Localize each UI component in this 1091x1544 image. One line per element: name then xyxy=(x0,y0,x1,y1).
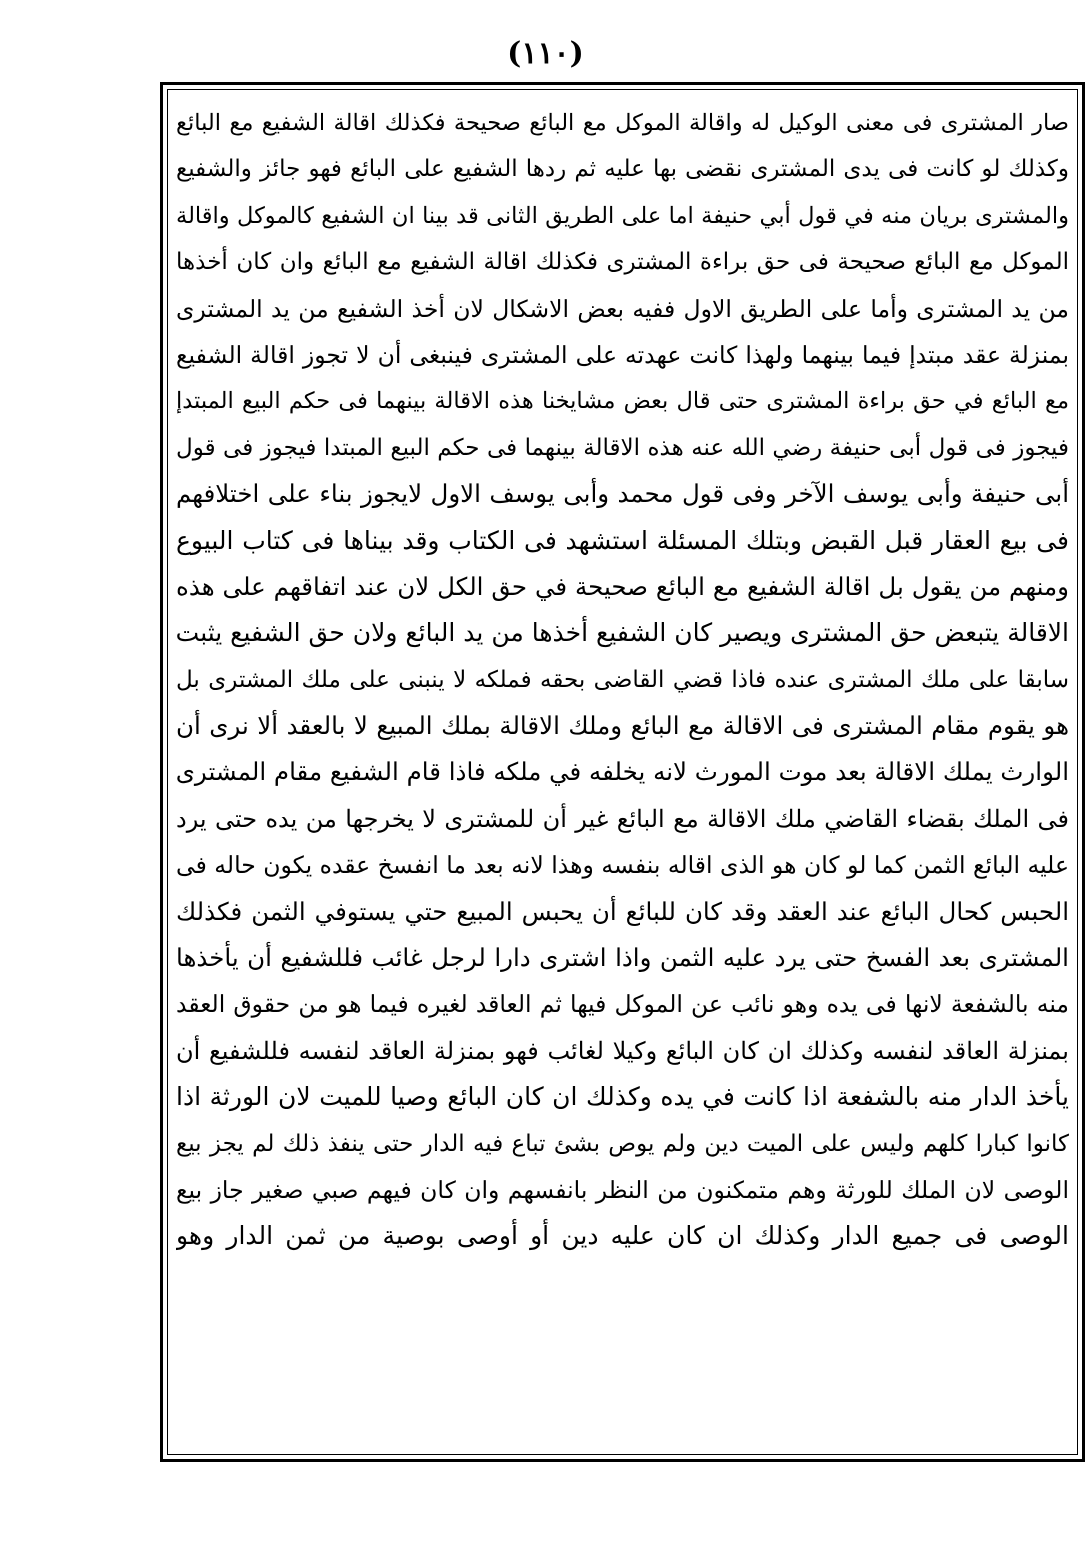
text-line: والمشترى بريان منه في قول أبي حنيفة اما على الطريق الثانى قد بينا ان الشفيع كالموكل واقالة xyxy=(176,202,1069,229)
text-line: الوصى فى جميع الدار وكذلك ان كان عليه دين أو أوصى بوصية من ثمن الدار وهو xyxy=(176,1221,1069,1251)
text-line: وكذلك لو كانت فى يدى المشترى نقضى بها عليه ثم ردها الشفيع على البائع فهو جائز والشفيع xyxy=(176,156,1069,183)
text-line: ومنهم من يقول بل اقالة الشفيع مع البائع صحيحة في حق الكل لان عند اتفاقهم على هذه xyxy=(176,571,1069,601)
text-line: أبى حنيفة وأبى يوسف الآخر وفى قول محمد وأبى يوسف الاول لايجوز بناء على اختلافهم xyxy=(176,479,1069,509)
text-line: يأخذ الدار منه بالشفعة اذا كانت في يده وكذلك ان كان البائع وصيا للميت لان الورثة اذا xyxy=(176,1082,1069,1112)
text-line: بمنزلة العاقد لنفسه وكذلك ان كان البائع وكيلا لغائب فهو بمنزلة العاقد لنفسه فللشفيع أن xyxy=(176,1036,1069,1065)
text-line: منه بالشفعة لانها فى يده وهو نائب عن الموكل فيها ثم العاقد لغيره فيما هو من حقوق العقد xyxy=(176,990,1069,1019)
text-line: الموكل مع البائع صحيحة فى حق براءة المشترى فكذلك اقالة الشفيع مع البائع وان كان أخذها xyxy=(176,249,1069,276)
text-line: هو يقوم مقام المشترى فى الاقالة مع البائع وملك الاقالة بملك المبيع لا بالعقد ألا نرى أن xyxy=(176,711,1069,741)
text-line: سابقا على ملك المشترى عنده فاذا قضي القاضى بحقه فملكه لا ينبنى على ملك المشترى بل xyxy=(176,666,1069,693)
text-line: من يد المشترى وأما على الطريق الاول ففيه بعض الاشكال لان أخذ الشفيع من يد المشترى xyxy=(176,294,1069,323)
text-line: الاقالة يتبعض حق المشترى ويصير كان الشفيع أخذها من يد البائع ولان حق الشفيع يثبت xyxy=(176,618,1069,648)
text-line: مع البائع في حق براءة المشترى حتى قال بعض مشايخنا هذه الاقالة بينهما فى حكم البيع المبتدإ xyxy=(176,388,1069,415)
text-line: فى الملك بقضاء القاضي ملك الاقالة مع البائع غير أن للمشترى لا يخرجها من يده حتى يرد xyxy=(176,804,1069,833)
text-line: فيجوز فى قول أبى حنيفة رضي الله عنه هذه الاقالة بينهما فى حكم البيع المبتدا فيجوز فى قول xyxy=(176,434,1069,461)
text-line: كانوا كبارا كلهم وليس على الميت دين ولم يوص بشئ تباع فيه الدار حتى ينفذ ذلك لم يجز بيع xyxy=(176,1130,1069,1157)
text-line: عليه البائع الثمن كما لو كان هو الذى اقاله بنفسه وهذا لانه بعد ما انفسخ عقده يكون حاله فى xyxy=(176,851,1069,880)
text-line: الحبس كحال البائع عند العقد وقد كان للبائع أن يحبس المبيع حتي يستوفي الثمن فكذلك xyxy=(176,896,1069,926)
text-line: فى بيع العقار قبل القبض وبتلك المسئلة استشهد فى الكتاب وقد بيناها فى كتاب البيوع xyxy=(176,525,1069,555)
text-line: الوصى لان الملك للورثة وهم متمكنون من النظر بانفسهم وان كان فيهم صبي صغير جاز بيع xyxy=(176,1175,1069,1204)
text-line: صار المشترى فى معنى الوكيل له واقالة الموكل مع البائع صحيحة فكذلك اقالة الشفيع مع البائع xyxy=(176,110,1069,136)
page-number: (١١٠) xyxy=(507,36,584,71)
text-line: المشترى بعد الفسخ حتى يرد عليه الثمن واذا اشترى دارا لرجل غائب فللشفيع أن يأخذها xyxy=(176,943,1069,973)
text-line: الوارث يملك الاقالة بعد موت المورث لانه يخلفه في ملكه فاذا قام الشفيع مقام المشترى xyxy=(176,757,1069,787)
body-text xyxy=(176,100,1069,1445)
text-line: بمنزلة عقد مبتدإ فيما بينهما ولهذا كانت عهدته على المشترى فينبغى أن لا تجوز اقالة الشفيع xyxy=(176,340,1069,369)
